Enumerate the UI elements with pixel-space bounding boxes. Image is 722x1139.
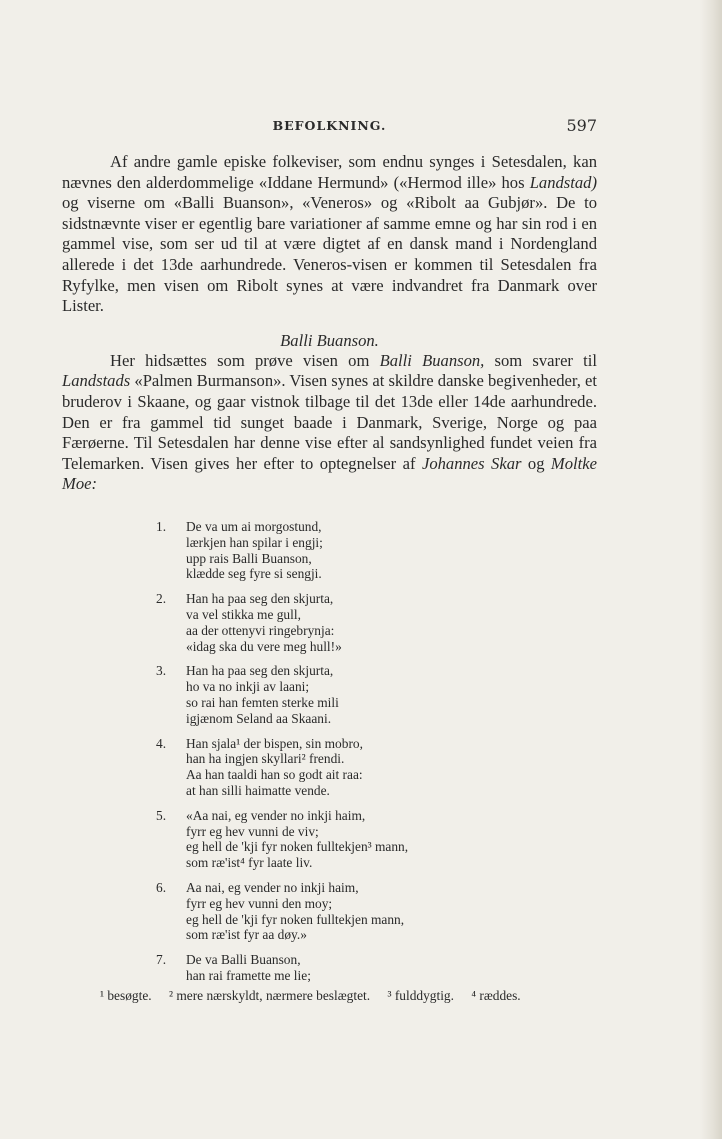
page-header [62, 118, 597, 138]
balli-text-part: Her hidsættes som prøve visen om [110, 350, 380, 370]
stanza [142, 880, 562, 943]
balli-italic: Moltke Moe: [62, 453, 597, 494]
verse-line: fyrr eg hev vunni de viv; [186, 823, 319, 839]
stanza-number: 2. [156, 591, 167, 607]
page-number: 597 [566, 116, 597, 135]
footnote: ³ fulddygtig. [387, 988, 454, 1003]
verse-line: ho va no inkji av laani; [186, 679, 310, 695]
stanza-number: 7. [156, 952, 167, 968]
verse-line: fyrr eg hev vunni den moy; [186, 895, 333, 911]
ballad-verses [142, 519, 562, 993]
balli-text-part: og [521, 453, 551, 473]
balli-italic: Johannes Skar [421, 453, 522, 473]
verse-line: at han silli haimatte vende. [186, 782, 330, 798]
intro-italic-landstad: Landstad) [529, 172, 597, 192]
verse-line: lærkjen han spilar i engji; [186, 534, 323, 550]
stanza-number: 6. [156, 879, 167, 895]
balli-italic: Balli Buanson, [379, 350, 485, 370]
stanza-number: 4. [156, 735, 167, 751]
balli-text-part: som svarer til [484, 350, 597, 370]
verse-line: han ha ingjen skyllari² frendi. [186, 751, 345, 767]
stanza-number: 5. [156, 807, 167, 823]
body-text [62, 152, 597, 495]
stanza [142, 519, 562, 582]
verse-line: eg hell de 'kji fyr noken fulltekjen mann, [186, 911, 405, 927]
verse-line: som ræ'ist⁴ fyr laate liv. [186, 855, 313, 871]
stanza [142, 663, 562, 726]
verse-line: eg hell de 'kji fyr noken fulltekjen³ mann, [186, 839, 409, 855]
verse-line: «idag ska du vere meg hull!» [186, 638, 342, 654]
verse-line: Han ha paa seg den skjurta, [186, 591, 334, 607]
stanza [142, 591, 562, 654]
verse-line: De va Balli Buanson, [186, 952, 301, 968]
balli-paragraph [62, 351, 597, 495]
verse-line: som ræ'ist fyr aa døy.» [186, 927, 307, 943]
stanza [142, 808, 562, 871]
verse-line: so rai han femten sterke mili [186, 694, 339, 710]
verse-line: «Aa nai, eg vender no inkji haim, [186, 807, 366, 823]
footnote: ² mere nærskyldt, nærmere beslægtet. [168, 988, 371, 1003]
stanza [142, 952, 562, 984]
running-head: BEFOLKNING. [272, 118, 387, 133]
footnote: ¹ besøgte. [100, 988, 152, 1003]
verse-line: klædde seg fyre si sengji. [186, 566, 322, 582]
page-edge-shadow [700, 0, 722, 1139]
verse-line: Han sjala¹ der bispen, sin mobro, [186, 735, 363, 751]
balli-text-part: «Palmen Burmanson». Visen synes at skildre danske begivenheder, et bruderov i Skaane, og gaar vistnok tilbage til det 13de eller 14de aarhundrede. Den er fra gammel tid sunget baade i Danmark, Sverige, Norge og paa Færøerne. Til Setesdalen har denne vise efter al sandsynlighed fundet veien fra Telemarken. Visen gives her efter to optegnelser af [62, 371, 597, 473]
verse-line: Aa han taaldi han so godt ait raa: [186, 767, 363, 783]
intro-text-part: og viserne om «Balli Buanson», «Veneros» og «Ribolt aa Gubjør». De to sidstnævnte viser er egentlig bare variationer af samme emne og har sin rod i en gammel vise, som ser ud til at være digtet af en dansk mand i Nordengland allerede i det 13de aarhundrede. Veneros-visen er kommen til Setesdalen fra Ryfylke, men visen om Ribolt synes at være indvandret fra Danmark over Lister. [62, 193, 597, 316]
intro-text-part: Af andre gamle episke folkeviser, som endnu synges i Setesdalen, kan nævnes den alderdommelige «Iddane Hermund» («Hermod ille» hos [62, 152, 597, 192]
balli-italic: Landstads [62, 371, 131, 391]
stanza-number: 1. [156, 519, 167, 534]
verse-line: De va um ai morgostund, [186, 519, 322, 534]
verse-line: va vel stikka me gull, [186, 606, 301, 622]
verse-line: aa der ottenyvi ringebrynja: [186, 622, 335, 638]
footnotes [100, 988, 600, 1004]
stanza-number: 3. [156, 663, 167, 679]
verse-line: Han ha paa seg den skjurta, [186, 663, 334, 679]
intro-paragraph [62, 152, 597, 317]
stanza [142, 736, 562, 799]
verse-line: Aa nai, eg vender no inkji haim, [186, 879, 359, 895]
section-heading: Balli Buanson. [280, 330, 379, 350]
verse-line: upp rais Balli Buanson, [186, 550, 312, 566]
verse-line: han rai framette me lie; [186, 967, 311, 983]
verse-line: igjænom Seland aa Skaani. [186, 710, 332, 726]
footnote: ⁴ ræddes. [471, 988, 521, 1003]
